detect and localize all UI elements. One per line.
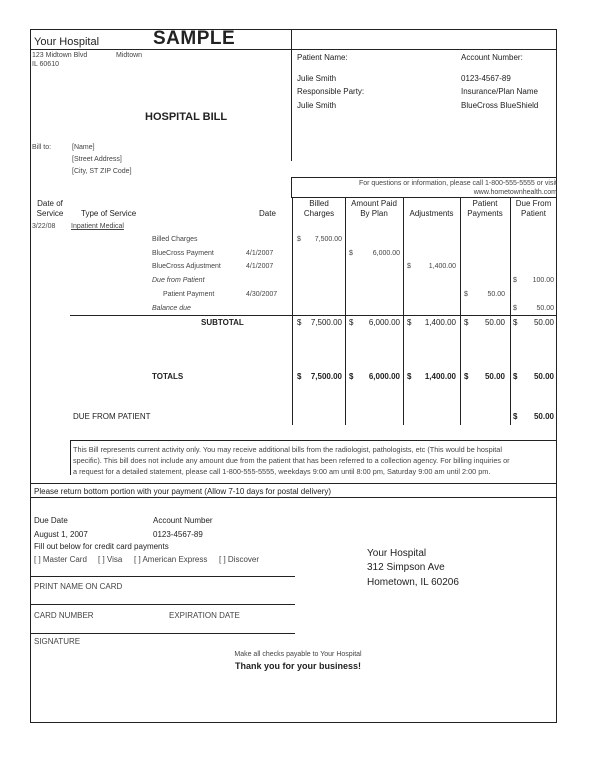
line-item-description: BlueCross Payment — [152, 250, 214, 257]
payee-street: 312 Simpson Ave — [367, 562, 445, 573]
col-sep-4 — [460, 198, 461, 425]
account-number: 0123-4567-89 — [461, 74, 511, 83]
line-item-description: Due from Patient — [152, 277, 205, 284]
col-sep-1 — [292, 198, 293, 425]
print-name-top-rule — [30, 576, 295, 577]
subtotal-label: SUBTOTAL — [201, 318, 244, 327]
sample-stamp: SAMPLE — [153, 28, 236, 49]
line-item-date: 4/1/2007 — [246, 250, 274, 257]
patient-name-label: Patient Name: — [297, 53, 348, 62]
remit-rule-bottom — [30, 497, 557, 498]
card-option-mastercard[interactable]: [ ] Master Card — [34, 555, 87, 564]
remit-account-number: 0123-4567-89 — [153, 530, 203, 539]
notice-line3: a request for a detailed statement, please call 1-800-555-5555, weekdays 9:00 am until 8:00 pm, Saturday 9:00 am until 2:00 pm. — [73, 467, 491, 476]
contact-url: www.hometownhealth.com — [473, 189, 557, 196]
card-number-rule — [30, 633, 295, 634]
patient-name: Julie Smith — [297, 74, 337, 83]
payee-name: Your Hospital — [367, 548, 427, 559]
signature-label: SIGNATURE — [34, 637, 81, 646]
currency-sign: $ — [464, 372, 469, 381]
notice-line2: specific). This bill does not include any amount due from the patient that has been referred to a collection agency. For billing inquiries or — [73, 456, 510, 465]
bill-to-label: Bill to: — [32, 144, 52, 151]
line-item-date: 4/1/2007 — [246, 263, 274, 270]
col-sep-2 — [345, 198, 346, 425]
subtotal-billed: 7,500.00 — [310, 318, 342, 327]
card-prompt: Fill out below for credit card payments — [34, 542, 169, 551]
card-option-amex[interactable]: [ ] American Express — [134, 555, 208, 564]
subtotal-patient-payments: 50.00 — [484, 318, 505, 327]
currency-sign: $ — [297, 318, 302, 327]
responsible-party-label: Responsible Party: — [297, 87, 365, 96]
contact-line1: For questions or information, please call 1-800-555-5555 or visit — [358, 180, 557, 187]
header-adjustments: Adjustments — [409, 209, 454, 218]
line-item-due: 50.00 — [536, 305, 554, 312]
totals-patient-payments: 50.00 — [484, 372, 505, 381]
checks-payable-note: Make all checks payable to Your Hospital — [234, 651, 362, 658]
line-item-due: 100.00 — [532, 277, 554, 284]
currency-sign: $ — [513, 412, 518, 421]
header-rule — [30, 49, 557, 50]
currency-sign: $ — [513, 318, 518, 327]
header-due-from: Due From — [515, 199, 552, 208]
header-date-of: Date of — [37, 199, 63, 208]
insurance-name: BlueCross BlueShield — [461, 101, 539, 110]
currency-sign: $ — [513, 372, 518, 381]
notice-line1: This Bill represents current activity only. You may receive additional bills from the radiologist, pathologists, etc (This would be hospital — [73, 445, 502, 454]
due-from-patient-value: 50.00 — [533, 412, 554, 421]
line-item-adj: 1,400.00 — [428, 263, 456, 270]
totals-label: TOTALS — [152, 372, 184, 381]
header-amount-paid: Amount Paid — [351, 199, 397, 208]
bill-title: HOSPITAL BILL — [145, 111, 228, 123]
due-date-label: Due Date — [34, 516, 68, 525]
line-item-billed: 7,500.00 — [314, 236, 342, 243]
bill-to-city: [City, ST ZIP Code] — [72, 168, 132, 175]
line-item-description: Patient Payment — [163, 291, 215, 298]
due-date: August 1, 2007 — [34, 530, 88, 539]
header-patient: Patient — [472, 199, 498, 208]
card-number-label: CARD NUMBER — [34, 611, 94, 620]
header-date: Date — [259, 209, 276, 218]
service-type: Inpatient Medical — [71, 223, 124, 230]
address-city: Midtown — [116, 52, 143, 59]
subtotal-due: 50.00 — [533, 318, 554, 327]
currency-sign: $ — [464, 291, 468, 298]
print-name-rule — [30, 604, 295, 605]
header-by-plan: By Plan — [360, 209, 388, 218]
expiration-field[interactable] — [166, 621, 295, 633]
currency-sign: $ — [513, 277, 517, 284]
currency-sign: $ — [297, 236, 301, 243]
totals-billed: 7,500.00 — [310, 372, 342, 381]
header-charges: Charges — [303, 209, 335, 218]
currency-sign: $ — [407, 263, 411, 270]
print-name-label: PRINT NAME ON CARD — [34, 582, 123, 591]
totals-due: 50.00 — [533, 372, 554, 381]
card-option-discover[interactable]: [ ] Discover — [219, 555, 260, 564]
payee-city: Hometown, IL 60206 — [367, 577, 459, 588]
insurance-label: Insurance/Plan Name — [461, 87, 538, 96]
subtotal-paid: 6,000.00 — [368, 318, 400, 327]
return-note: Please return bottom portion with your payment (Allow 7-10 days for postal delivery) — [34, 487, 332, 496]
subtotal-rule — [70, 315, 557, 316]
header-type-of-service: Type of Service — [81, 209, 137, 218]
card-option-visa[interactable]: [ ] Visa — [98, 555, 123, 564]
line-item-description: Billed Charges — [152, 236, 198, 243]
currency-sign: $ — [349, 372, 354, 381]
hospital-name: Your Hospital — [34, 36, 100, 48]
header-due-patient: Patient — [521, 209, 546, 218]
card-number-field[interactable] — [30, 621, 165, 633]
billing-notice — [70, 440, 557, 475]
due-from-patient-label: DUE FROM PATIENT — [73, 412, 151, 421]
service-date: 3/22/08 — [32, 223, 56, 230]
currency-sign: $ — [513, 305, 517, 312]
col-sep-5 — [510, 198, 511, 425]
responsible-party-name: Julie Smith — [297, 101, 337, 110]
remit-rule-top — [30, 483, 557, 484]
line-item-description: Balance due — [152, 305, 191, 312]
line-item-pp: 50.00 — [487, 291, 505, 298]
remit-account-label: Account Number — [153, 516, 213, 525]
bill-to-name: [Name] — [72, 144, 95, 151]
address-line2: IL 60610 — [32, 61, 59, 68]
currency-sign: $ — [349, 250, 353, 257]
currency-sign: $ — [407, 318, 412, 327]
line-item-date: 4/30/2007 — [246, 291, 278, 298]
header-payments: Payments — [467, 209, 503, 218]
totals-adjustments: 1,400.00 — [424, 372, 456, 381]
header-service: Service — [36, 209, 64, 218]
totals-paid: 6,000.00 — [368, 372, 400, 381]
currency-sign: $ — [407, 372, 412, 381]
thank-you-note: Thank you for your business! — [234, 661, 362, 671]
line-item-description: BlueCross Adjustment — [152, 263, 221, 270]
currency-sign: $ — [297, 372, 302, 381]
expiration-label: EXPIRATION DATE — [169, 611, 240, 620]
currency-sign: $ — [464, 318, 469, 327]
col-sep-3 — [403, 198, 404, 425]
signature-field[interactable] — [30, 647, 220, 659]
address-line1: 123 Midtown Blvd — [32, 52, 88, 59]
header-billed: Billed — [309, 199, 329, 208]
line-item-paid: 6,000.00 — [372, 250, 400, 257]
subtotal-adjustments: 1,400.00 — [424, 318, 456, 327]
bill-to-street: [Street Address] — [72, 156, 122, 163]
account-number-label: Account Number: — [461, 53, 523, 62]
currency-sign: $ — [349, 318, 354, 327]
print-name-field[interactable] — [30, 592, 295, 604]
